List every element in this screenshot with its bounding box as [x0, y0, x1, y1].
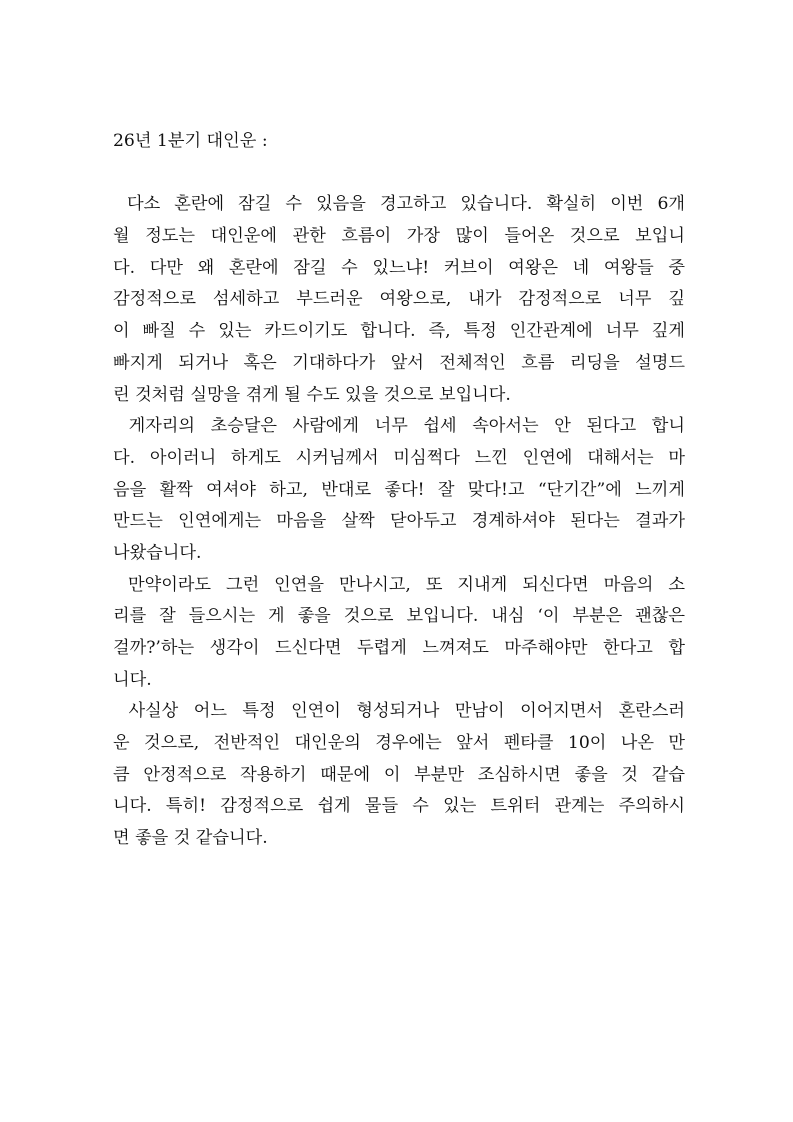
- document-title: 26년 1분기 대인운 :: [113, 131, 268, 151]
- paragraph-line: 리를 잘 들으시는 게 좋을 것으로 보입니다. 내심 ‘이 부분은 괜찮은: [113, 606, 685, 627]
- paragraph-line: 다. 다만 왜 혼란에 잠길 수 있느냐! 커브이 여왕은 네 여왕들 중: [113, 257, 685, 278]
- paragraph-line: 만드는 인연에게는 마음을 살짝 닫아두고 경계하셔야 된다는 결과가: [113, 511, 685, 532]
- blank-line: [113, 158, 685, 190]
- paragraph-line: 큼 안정적으로 작용하기 때문에 이 부분만 조심하시면 좋을 것 같습: [113, 764, 685, 785]
- paragraph-line: 감정적으로 섬세하고 부드러운 여왕으로, 내가 감정적으로 너무 깊: [113, 289, 685, 310]
- paragraph-line: 니다. 특히! 감정적으로 쉽게 물들 수 있는 트위터 관계는 주의하시: [113, 796, 685, 817]
- document-body: [113, 126, 685, 855]
- paragraph-line: 빠지게 되거나 혹은 기대하다가 앞서 전체적인 흐름 리딩을 설명드: [113, 352, 685, 373]
- paragraph-line: 이 빠질 수 있는 카드이기도 합니다. 즉, 특정 인간관계에 너무 깊게: [113, 321, 685, 342]
- paragraph-line: 다. 아이러니 하게도 시커님께서 미심쩍다 느낀 인연에 대해서는 마: [113, 447, 685, 468]
- paragraph-line: 월 정도는 대인운에 관한 흐름이 가장 많이 들어온 것으로 보입니: [113, 226, 685, 247]
- paragraph-line: 린 것처럼 실망을 겪게 될 수도 있을 것으로 보입니다.: [113, 384, 511, 405]
- paragraph-line: 운 것으로, 전반적인 대인운의 경우에는 앞서 펜타클 10이 나온 만: [113, 733, 685, 754]
- paragraph-line: 다소 혼란에 잠길 수 있음을 경고하고 있습니다. 확실히 이번 6개: [113, 194, 685, 215]
- paragraph-line: 게자리의 초승달은 사람에게 너무 쉽세 속아서는 안 된다고 합니: [113, 416, 685, 437]
- paragraph-line: 나왔습니다.: [113, 542, 202, 563]
- paragraph-line: 만약이라도 그런 인연을 만나시고, 또 지내게 되신다면 마음의 소: [113, 574, 685, 595]
- paragraph-line: 면 좋을 것 같습니다.: [113, 828, 268, 849]
- paragraph-line: 음을 활짝 여셔야 하고, 반대로 좋다! 잘 맞다!고 “단기간”에 느끼게: [113, 479, 685, 500]
- paragraph-line: 니다.: [113, 669, 152, 690]
- paragraph-line: 사실상 어느 특정 인연이 형성되거나 만남이 이어지면서 혼란스러: [113, 701, 685, 722]
- paragraph-line: 걸까?’하는 생각이 드신다면 두렵게 느껴져도 마주해야만 한다고 합: [113, 638, 685, 658]
